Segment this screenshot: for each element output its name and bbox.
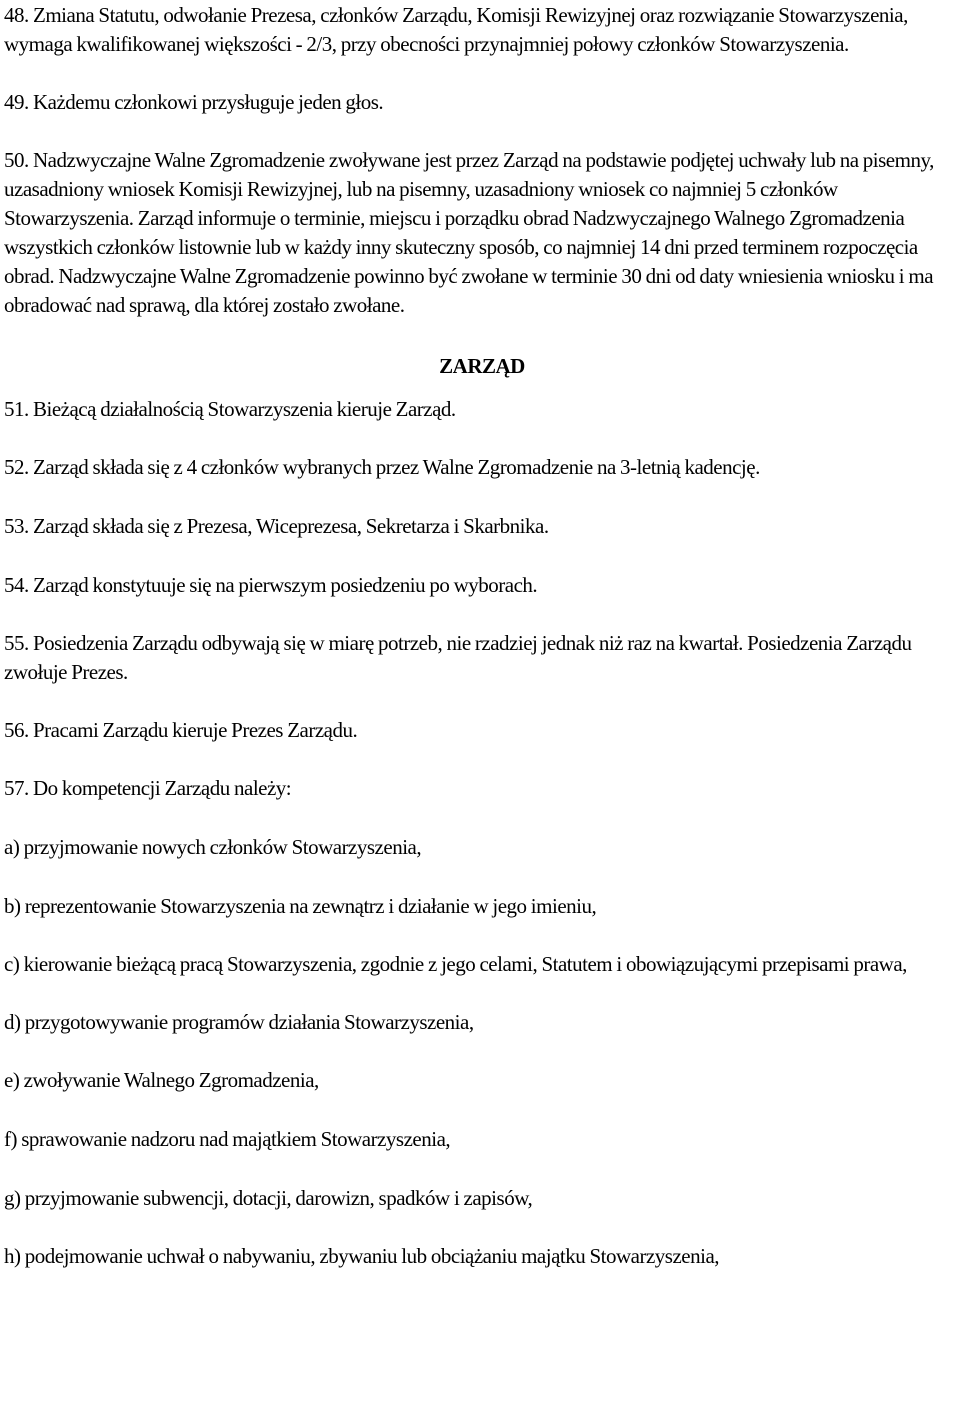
paragraph-53: 53. Zarząd składa się z Prezesa, Wiceprezesa, Sekretarza i Skarbnika. <box>4 514 549 538</box>
paragraph-52: 52. Zarząd składa się z 4 członków wybranych przez Walne Zgromadzenie na 3-letnią kadencję. <box>4 455 760 479</box>
list-item-e: e) zwoływanie Walnego Zgromadzenia, <box>4 1068 319 1092</box>
paragraph-49: 49. Każdemu członkowi przysługuje jeden głos. <box>4 90 384 114</box>
paragraph-56: 56. Pracami Zarządu kieruje Prezes Zarządu. <box>4 718 358 742</box>
list-item-h: h) podejmowanie uchwał o nabywaniu, zbywaniu lub obciążaniu majątku Stowarzyszenia, <box>4 1244 720 1268</box>
list-item-g: g) przyjmowanie subwencji, dotacji, darowizn, spadków i zapisów, <box>4 1186 533 1210</box>
list-item-a: a) przyjmowanie nowych członków Stowarzyszenia, <box>4 835 422 859</box>
paragraph-57: 57. Do kompetencji Zarządu należy: <box>4 776 292 800</box>
paragraph-50: 50. Nadzwyczajne Walne Zgromadzenie zwoływane jest przez Zarząd na podstawie podjętej uchwały lub na pisemny, uzasadniony wniosek Komisji Rewizyjnej, lub na pisemny, uzasadniony wniosek co najmniej 5 członków Stowarzyszenia. Zarząd informuje o terminie, miejscu i porządku obrad Nadzwyczajnego Walnego Zgromadzenia wszystkich członków listownie lub w każdy inny skuteczny sposób, co najmniej 14 dni przed terminem rozpoczęcia obrad. Nadzwyczajne Walne Zgromadzenie powinno być zwołane w terminie 30 dni od daty wniesienia wniosku i ma obradować nad sprawą, dla której zostało zwołane. <box>4 148 934 317</box>
paragraph-55: 55. Posiedzenia Zarządu odbywają się w miarę potrzeb, nie rzadziej jednak niż raz na kwartał. Posiedzenia Zarządu zwołuje Prezes. <box>4 631 912 684</box>
section-heading-zarzad: ZARZĄD <box>439 354 525 378</box>
paragraph-51: 51. Bieżącą działalnością Stowarzyszenia kieruje Zarząd. <box>4 397 456 421</box>
list-item-b: b) reprezentowanie Stowarzyszenia na zewnątrz i działanie w jego imieniu, <box>4 894 597 918</box>
paragraph-54: 54. Zarząd konstytuuje się na pierwszym posiedzeniu po wyborach. <box>4 573 538 597</box>
paragraph-48: 48. Zmiana Statutu, odwołanie Prezesa, członków Zarządu, Komisji Rewizyjnej oraz rozwiązanie Stowarzyszenia, wymaga kwalifikowanej większości - 2/3, przy obecności przynajmniej połowy członków Stowarzyszenia. <box>4 3 908 56</box>
list-item-f: f) sprawowanie nadzoru nad majątkiem Stowarzyszenia, <box>4 1127 451 1151</box>
document-page <box>4 0 960 1271</box>
list-item-d: d) przygotowywanie programów działania Stowarzyszenia, <box>4 1010 474 1034</box>
list-item-c: c) kierowanie bieżącą pracą Stowarzyszenia, zgodnie z jego celami, Statutem i obowiązującymi przepisami prawa, <box>4 952 907 976</box>
